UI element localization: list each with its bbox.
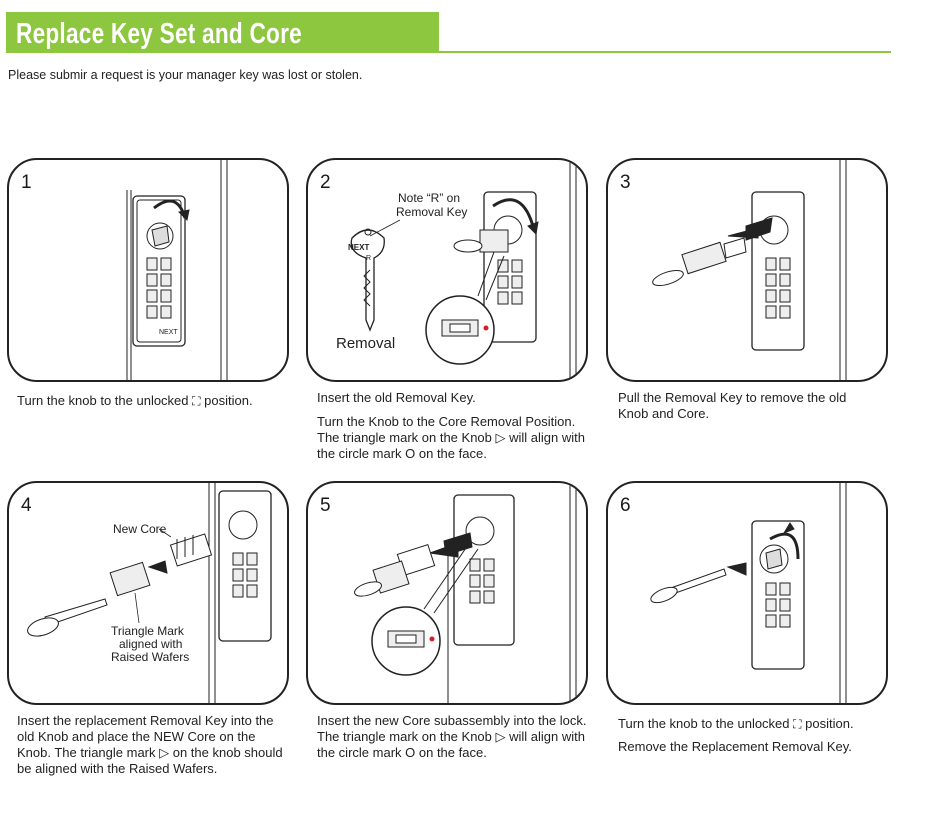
label-triangle-3: Raised Wafers — [111, 650, 190, 664]
step-3-caption: Pull the Removal Key to remove the old Knob and Core. — [618, 390, 847, 421]
key-letter: R — [366, 255, 372, 262]
step-number: 1 — [21, 172, 32, 193]
step-2-caption-1: Insert the old Removal Key. — [317, 390, 476, 405]
step-number: 5 — [320, 495, 331, 516]
key-logo: NEXT — [348, 243, 370, 252]
triangle-mark: ▷ — [159, 745, 170, 760]
page-title: Replace Key Set and Core — [16, 18, 302, 50]
circle-mark: O — [405, 745, 416, 760]
step-number: 2 — [320, 172, 331, 193]
step-6-caption: Turn the knob to the unlocked ⛶ position. Remove the Replacement Removal Key. — [618, 716, 908, 760]
label-triangle-1: Triangle Mark — [111, 624, 184, 638]
title-banner — [6, 12, 439, 53]
triangle-mark: ▷ — [495, 729, 506, 744]
step-4-caption: Insert the replacement Removal Key into the old Knob and place the NEW Core on the Knob. The triangle mark ▷ on the knob should be aligned with the Raised Wafers. — [17, 713, 283, 776]
triangle-mark: ▷ — [495, 430, 506, 445]
step-6-illustration — [608, 483, 888, 705]
step-2-caption: Insert the old Removal Key. Turn the Knob to the Core Removal Position. The triangle mark on the Knob ▷ will align with the circle mark O on the face. — [317, 390, 592, 467]
step-1-illustration — [9, 160, 289, 382]
step-number: 3 — [620, 172, 631, 193]
step-number: 4 — [21, 495, 32, 516]
step-5-caption: Insert the new Core subassembly into the lock. The triangle mark on the Knob ▷ will align with the circle mark O on the face. — [317, 713, 587, 760]
step-4-panel — [7, 481, 289, 705]
unlock-icon: ⛶ — [192, 394, 201, 408]
unlock-icon: ⛶ — [793, 717, 802, 731]
step-1-panel — [7, 158, 289, 382]
intro-text: Please submir a request is your manager key was lost or stolen. — [8, 68, 363, 82]
removal-key-label: Removal — [336, 335, 396, 352]
step-5-panel — [306, 481, 588, 705]
note-line-1: Note “R” on — [398, 191, 461, 205]
step-6-caption-2: Remove the Replacement Removal Key. — [618, 739, 852, 754]
note-line-2: Removal Key — [396, 205, 468, 219]
step-6-panel — [606, 481, 888, 705]
step-4-illustration — [9, 483, 289, 705]
step-number: 6 — [620, 495, 631, 516]
step-3-illustration — [608, 160, 888, 382]
step-1-caption: Turn the knob to the unlocked ⛶ position. — [17, 393, 253, 408]
circle-mark: O — [405, 446, 416, 461]
step-2-panel — [306, 158, 588, 382]
title-rule — [439, 51, 891, 53]
svg-text:NEXT: NEXT — [159, 329, 178, 336]
label-triangle-2: aligned with — [119, 637, 183, 651]
label-new-core: New Core — [113, 522, 167, 536]
step-5-illustration — [308, 483, 588, 705]
step-2-illustration — [308, 160, 588, 382]
step-3-panel — [606, 158, 888, 382]
